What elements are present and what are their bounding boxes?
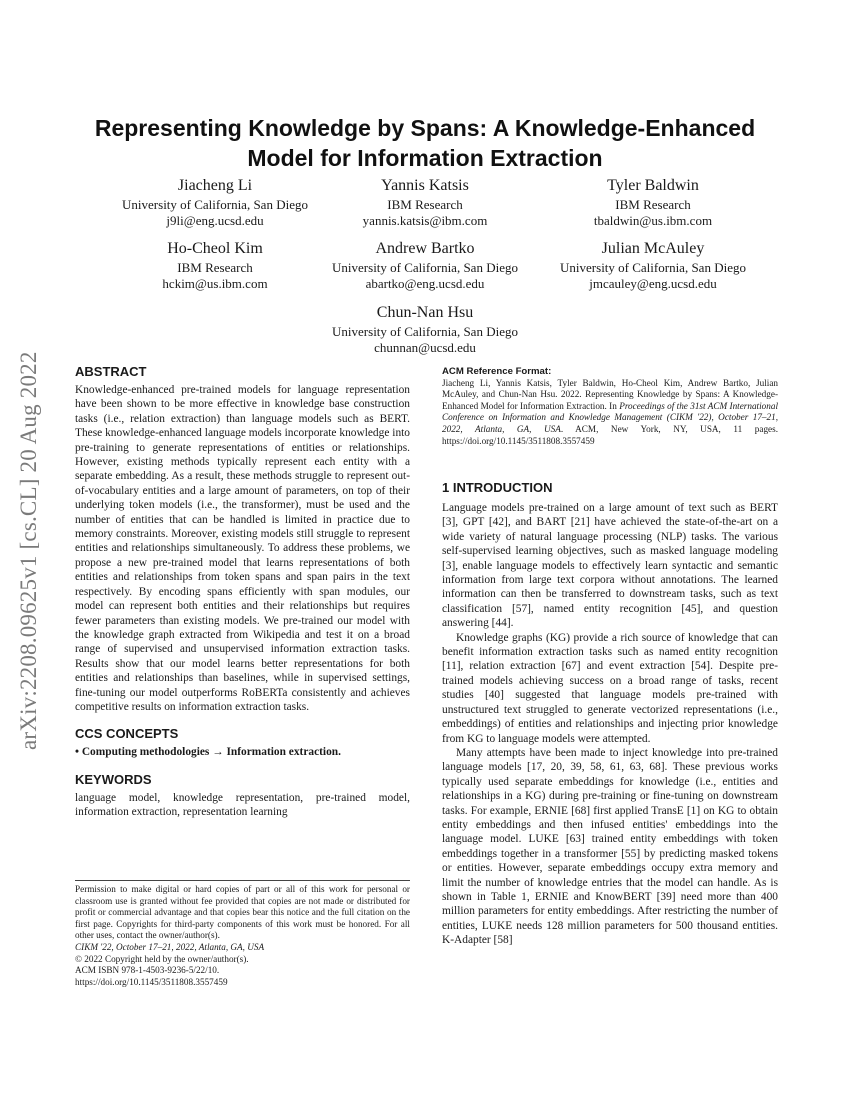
intro-paragraph: Language models pre-trained on a large amount of text such as BERT [3], GPT [42], and BART [21] have achieved the state-of-the-art on a wide variety of natural language processing (NLP) tasks. The various self-supervised learning objectives, such as masked language modeling [3], enable language models to effectively learn syntactic and semantic information from large text corpora without annotations. The learned information can then be transferred to downstream tasks, such as text classification [57], named entity recognition [45], and question answering [44]. bbox=[442, 502, 778, 630]
copyright-line: © 2022 Copyright held by the owner/author(s). bbox=[75, 953, 249, 964]
author-block bbox=[295, 176, 555, 229]
author-affiliation: IBM Research bbox=[615, 197, 691, 212]
reference-heading: ACM Reference Format: bbox=[442, 366, 552, 377]
abstract-section bbox=[75, 364, 410, 820]
isbn-line: ACM ISBN 978-1-4503-9236-5/22/10. bbox=[75, 965, 220, 976]
ccs-heading: CCS CONCEPTS bbox=[75, 726, 179, 742]
arxiv-identifier: arXiv:2208.09625v1 [cs.CL] 20 Aug 2022 bbox=[16, 351, 41, 750]
author-name: Andrew Bartko bbox=[375, 240, 475, 257]
intro-heading: 1 INTRODUCTION bbox=[442, 480, 553, 495]
author-block bbox=[523, 176, 783, 229]
author-email: abartko@eng.ucsd.edu bbox=[365, 276, 485, 291]
author-email: chunnan@ucsd.edu bbox=[374, 340, 476, 355]
introduction-section bbox=[442, 480, 778, 948]
ccs-text: • Computing methodologies → Information extraction. bbox=[75, 746, 341, 759]
author-email: j9li@eng.ucsd.edu bbox=[166, 213, 264, 228]
conference-line: CIKM '22, October 17–21, 2022, Atlanta, GA, USA bbox=[75, 941, 265, 952]
reference-authors: Jiacheng Li, Yannis Katsis, Tyler Baldwin, Ho-Cheol Kim, Andrew Bartko, Julian McAuley, and Chun-Nan Hsu. 2022. Representing Knowledge by Spans: A Knowledge-Enhanced Model for Information Extraction. In bbox=[442, 377, 778, 411]
intro-paragraph: Knowledge graphs (KG) provide a rich source of knowledge that can benefit information extraction tasks such as named entity recognition [11], relation extraction [67] and event extraction [54]. Despite pre-trained models achieving success on a broad range of tasks, recent studies [40] suggested that language models pre-trained with unstructured text struggled to generate vectorized representations (i.e., embeddings) of entities and relationships and injecting prior knowledge from KG to language models were attempted. bbox=[442, 631, 778, 745]
keywords-heading: KEYWORDS bbox=[75, 771, 152, 787]
author-affiliation: University of California, San Diego bbox=[560, 260, 746, 275]
author-block bbox=[295, 303, 555, 356]
author-name: Chun-Nan Hsu bbox=[376, 304, 474, 321]
author-name: Ho-Cheol Kim bbox=[167, 240, 263, 257]
author-affiliation: University of California, San Diego bbox=[122, 197, 308, 212]
footnote-divider bbox=[75, 880, 410, 881]
author-affiliation: University of California, San Diego bbox=[332, 260, 518, 275]
intro-paragraph: Many attempts have been made to inject knowledge into pre-trained language models [17, 20, 39, 58, 61, 63, 68]. These previous works typically used separate embeddings for knowledge (i.e., entities and relationships in a KG) during pre-training or fine-tuning on downstream tasks. For example, ERNIE [68] first applied TransE [1] on KG to obtain entity embeddings and then infused entities' embeddings into the language model. LUKE [63] trained entity embeddings with token embeddings together in a transformer [55] by predicting masked tokens or entities. However, separate embeddings occupy extra memory and limit the number of knowledge entries that the model can handle. As is shown in Table 1, ERNIE and KnowBERT [39] need more than 400 million parameters for entity embeddings. After restricting the number of entities, LUKE needs 128 million parameters for 500 thousand entities. K-Adapter [58] bbox=[442, 746, 778, 947]
permission-footnote bbox=[75, 884, 410, 988]
acm-reference-format bbox=[442, 366, 778, 447]
reference-text bbox=[442, 378, 778, 448]
keywords-text: language model, knowledge representation, pre-trained model, information extraction, representation learning bbox=[75, 791, 410, 819]
doi-line: https://doi.org/10.1145/3511808.3557459 bbox=[75, 976, 228, 987]
author-affiliation: IBM Research bbox=[387, 197, 463, 212]
author-name: Yannis Katsis bbox=[381, 177, 469, 194]
reference-tail: . ACM, New York, NY, USA, 11 pages. https://doi.org/10.1145/3511808.3557459 bbox=[442, 423, 778, 446]
author-email: hckim@us.ibm.com bbox=[162, 276, 268, 291]
abstract-heading: ABSTRACT bbox=[75, 364, 147, 379]
author-block bbox=[295, 239, 555, 292]
author-affiliation: IBM Research bbox=[177, 260, 253, 275]
reference-venue: Proceedings of the 31st ACM International Conference on Information and Knowledge Management (CIKM '22), October 17–21, 2022, Atlanta, GA, USA bbox=[442, 400, 778, 434]
author-block bbox=[523, 239, 783, 292]
author-email: yannis.katsis@ibm.com bbox=[362, 213, 488, 228]
author-name: Jiacheng Li bbox=[177, 177, 253, 194]
author-email: tbaldwin@us.ibm.com bbox=[593, 213, 713, 228]
author-affiliation: University of California, San Diego bbox=[332, 324, 518, 339]
permission-text: Permission to make digital or hard copies of part or all of this work for personal or classroom use is granted without fee provided that copies are not made or distributed for profit or commercial advantage and that copies bear this notice and the full citation on the first page. Copyrights for third-party components of this work must be honored. For all other uses, contact the owner/author(s). bbox=[75, 884, 410, 941]
paper-title: Representing Knowledge by Spans: A Knowledge-Enhanced Model for Information Extraction bbox=[94, 115, 756, 171]
author-name: Julian McAuley bbox=[601, 240, 705, 257]
author-name: Tyler Baldwin bbox=[607, 177, 699, 194]
abstract-text: Knowledge-enhanced pre-trained models for language representation have been shown to be more effective in knowledge base construction tasks (i.e., relation extraction) than language models such as BERT. These knowledge-enhanced language models incorporate knowledge into pre-training to generate representations of entities or relationships. However, existing methods typically represent each entity with a separate embedding. As a result, these methods struggle to represent out-of-vocabulary entities and a large amount of parameters, on top of their underlying token models (i.e., the transformer), must be used and the number of entities that can be handled is limited in practice due to memory constraints. Moreover, existing models still struggle to represent entities and relationships simultaneously. To address these problems, we propose a new pre-trained model that learns representations of both entities and relationships from token spans and span pairs in the text respectively. By encoding spans efficiently with span modules, our model can represent both entities and their relationships but requires fewer parameters than existing models. We pre-trained our model with the knowledge graph extracted from Wikipedia and test it on a broad range of supervised and unsupervised information extraction tasks. Results show that our model learns better representations for both entities and relationships than baselines, while in supervised settings, fine-tuning our model outperforms RoBERTa consistently and achieves competitive results on information extraction tasks. bbox=[75, 384, 410, 713]
author-email: jmcauley@eng.ucsd.edu bbox=[589, 276, 717, 291]
